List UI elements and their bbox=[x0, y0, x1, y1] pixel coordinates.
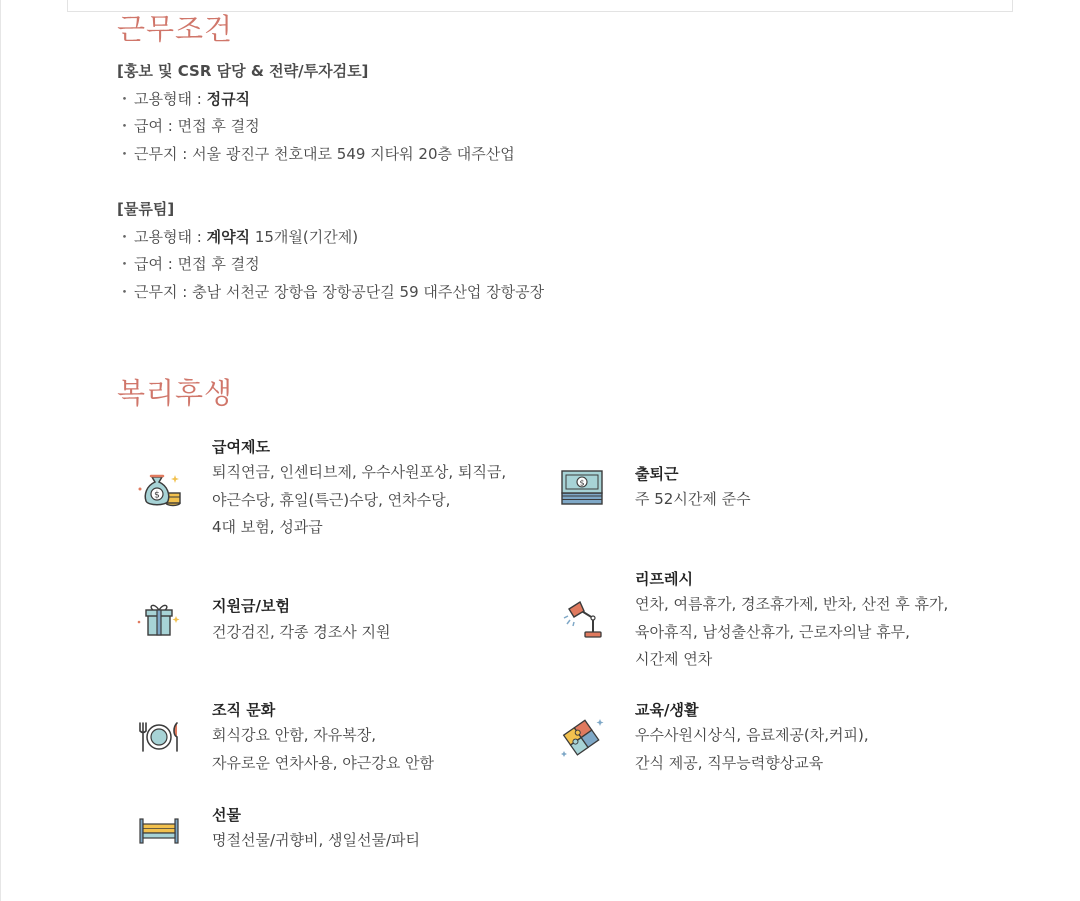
benefit-desc: 명절선물/귀향비, 생일선물/파티 bbox=[212, 831, 421, 849]
puzzle-icon bbox=[558, 713, 606, 761]
benefit-title: 선물 bbox=[212, 806, 241, 824]
condition-item: ・ 고용형태 : 정규직 bbox=[117, 89, 251, 108]
benefits-title: 복리후생 bbox=[117, 376, 234, 410]
benefit-title: 출퇴근 bbox=[635, 465, 679, 483]
dinner-plate-icon bbox=[135, 713, 183, 761]
group-head: [물류팀] bbox=[117, 200, 175, 218]
benefit-desc: 회식강요 안함, 자유복장, 자유로운 연차사용, 야근강요 안함 bbox=[212, 726, 434, 772]
benefit-title: 지원금/보험 bbox=[212, 597, 290, 615]
benefit-desc: 퇴직연금, 인센티브제, 우수사원포상, 퇴직금, 야근수당, 휴일(특근)수당, 연차수당, 4대 보험, 성과급 bbox=[212, 463, 507, 536]
conditions-group-logistics bbox=[117, 196, 544, 306]
conditions-title: 근무조건 bbox=[117, 12, 234, 46]
condition-item: ・ 급여 : 면접 후 결정 bbox=[117, 255, 260, 273]
condition-item: ・ 고용형태 : 계약직 15개월(기간제) bbox=[117, 227, 359, 246]
condition-item: ・ 근무지 : 서울 광진구 천호대로 549 지타워 20층 대주산업 bbox=[117, 144, 515, 163]
benefit-title: 조직 문화 bbox=[212, 701, 276, 719]
benefit-desc: 우수사원시상식, 음료제공(차,커피), 간식 제공, 직무능력향상교육 bbox=[635, 726, 869, 772]
gift-icon bbox=[135, 596, 183, 644]
benefit-title: 급여제도 bbox=[212, 438, 270, 456]
group-head: [홍보 및 CSR 담당 & 전략/투자검토] bbox=[117, 62, 369, 80]
cash-stack-icon bbox=[558, 463, 606, 511]
conditions-group-hq bbox=[117, 58, 515, 168]
condition-item: ・ 급여 : 면접 후 결정 bbox=[117, 117, 260, 135]
condition-item: ・ 근무지 : 충남 서천군 장항읍 장항공단길 59 대주산업 장항공장 bbox=[117, 282, 545, 301]
page-edge bbox=[0, 0, 1, 901]
desk-lamp-icon bbox=[558, 596, 606, 644]
money-bag-icon bbox=[135, 465, 183, 513]
benefit-desc: 연차, 여름휴가, 경조휴가제, 반차, 산전 후 휴가, 육아휴직, 남성출산휴가, 근로자의날 휴무, 시간제 연차 bbox=[635, 595, 949, 668]
benefit-title: 교육/생활 bbox=[635, 701, 699, 719]
benefit-desc: 주 52시간제 준수 bbox=[635, 490, 751, 508]
svg-text:$: $ bbox=[154, 490, 160, 501]
bed-icon bbox=[135, 805, 183, 853]
benefit-desc: 건강검진, 각종 경조사 지원 bbox=[212, 623, 391, 641]
svg-text:$: $ bbox=[579, 478, 585, 488]
benefit-title: 리프레시 bbox=[635, 570, 693, 588]
